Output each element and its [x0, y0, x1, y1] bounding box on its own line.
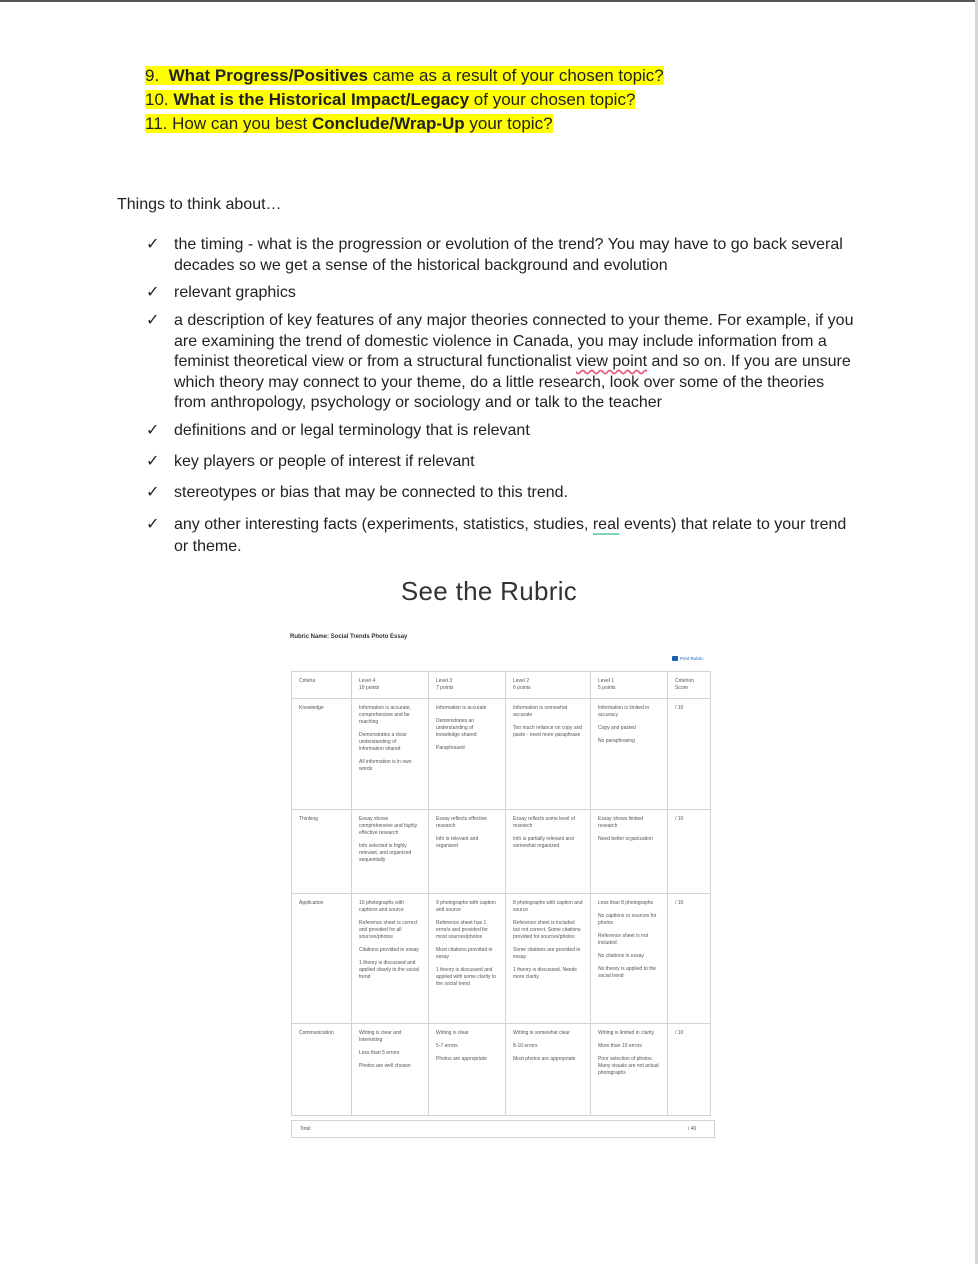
rubric-cell: Information is somewhat accurate Too much reliance on copy and paste - need more paraphrase: [506, 699, 591, 810]
criterion-cell: Communication: [292, 1024, 352, 1116]
rubric-cell: Less than 8 photographs No captions or sources for photos Reference sheet is not included No citations in essay No theory is applied to the social trend: [591, 894, 668, 1024]
criterion-cell: Thinking: [292, 810, 352, 894]
score-cell: / 10: [668, 1024, 711, 1116]
question-9: 9. What Progress/Positives came as a result of your chosen topic?: [145, 66, 664, 85]
rubric-cell: 8 photographs with caption and source Reference sheet is included but not correct. Some citations provided for sources/photos Some citations are provided in essay 1 theory is discussed. Needs more clarity: [506, 894, 591, 1024]
check-icon: ✓: [146, 516, 160, 533]
rubric-cell: Writing is clear and Interesting Less than 5 errors Photos are well chosen: [352, 1024, 429, 1116]
question-11: 11. How can you best Conclude/Wrap-Up your topic?: [145, 114, 553, 133]
header-level-1: Level 1 5 points: [591, 672, 668, 699]
header-level-4: Level 4 10 points: [352, 672, 429, 699]
check-icon: ✓: [146, 236, 160, 253]
check-icon: ✓: [146, 312, 160, 329]
criterion-cell: Knowledge: [292, 699, 352, 810]
question-10: 10. What is the Historical Impact/Legacy of your chosen topic?: [145, 90, 636, 109]
print-rubric-link[interactable]: Print Rubric: [672, 656, 704, 661]
rubric-cell: Information is limited in accuracy Copy and pasted No paraphrasing: [591, 699, 668, 810]
check-icon: ✓: [146, 484, 160, 501]
spellcheck-underline: view point: [575, 353, 648, 370]
grammar-underline: real: [592, 516, 620, 533]
header-criteria: Criteria: [292, 672, 352, 699]
rubric-cell: Essay reflects some level of research Info is partially relevant and somewhat organized: [506, 810, 591, 894]
rubric-cell: Writing is limited in clarity More than 10 errors Poor selection of photos. Many visuals are not actual photographs: [591, 1024, 668, 1116]
rubric-heading: See the Rubric: [400, 576, 578, 606]
header-score: Criterion Score: [668, 672, 711, 699]
score-cell: / 10: [668, 699, 711, 810]
rubric-cell: Information is accurate, comprehensive and far reaching Demonstrates a clear understanding of information shared All information is in own words: [352, 699, 429, 810]
check-icon: ✓: [146, 422, 160, 439]
total-row: [291, 1120, 715, 1138]
rubric-cell: 9 photographs with caption and source Reference sheet has 1 error/s and provided for most sources/photos Most citations provided in essay 1 theory is discussed and applied with some clarity to the social trend: [429, 894, 506, 1024]
table-row: [292, 699, 711, 810]
table-row: [292, 894, 711, 1024]
score-cell: / 10: [668, 894, 711, 1024]
header-level-3: Level 3 7 points: [429, 672, 506, 699]
rubric-name: Rubric Name: Social Trends Photo Essay: [290, 634, 408, 640]
rubric-table: [291, 671, 711, 1116]
total-score: / 40: [688, 1126, 697, 1132]
page-top-border: [0, 0, 978, 2]
rubric-cell: Writing is clear 5-7 errors Photos are appropriate: [429, 1024, 506, 1116]
table-row: [292, 810, 711, 894]
header-level-2: Level 2 6 points: [506, 672, 591, 699]
rubric-cell: Essay shows comprehensive and highly effective research Info selected is highly relevant, and organized sequentially: [352, 810, 429, 894]
rubric-cell: Essay shows limited research Need better organization: [591, 810, 668, 894]
table-row: [292, 1024, 711, 1116]
rubric-cell: 10 photographs with captions and source Reference sheet is correct and provided for all sources/photos Citations provided in essay 1 theory is discussed and applied clearly to the social trend: [352, 894, 429, 1024]
printer-icon: [672, 656, 678, 661]
rubric-header-row: [292, 672, 711, 699]
check-icon: ✓: [146, 453, 160, 470]
score-cell: / 10: [668, 810, 711, 894]
rubric-cell: Information is accurate Demonstrates an understanding of knowledge shared Paraphrased: [429, 699, 506, 810]
rubric-cell: Essay reflects effective research Info is relevant and organized: [429, 810, 506, 894]
criterion-cell: Application: [292, 894, 352, 1024]
rubric-cell: Writing is somewhat clear 8-10 errors Most photos are appropriate: [506, 1024, 591, 1116]
check-icon: ✓: [146, 284, 160, 301]
total-label: Total: [300, 1126, 311, 1132]
things-to-think-heading: Things to think about…: [117, 196, 282, 213]
